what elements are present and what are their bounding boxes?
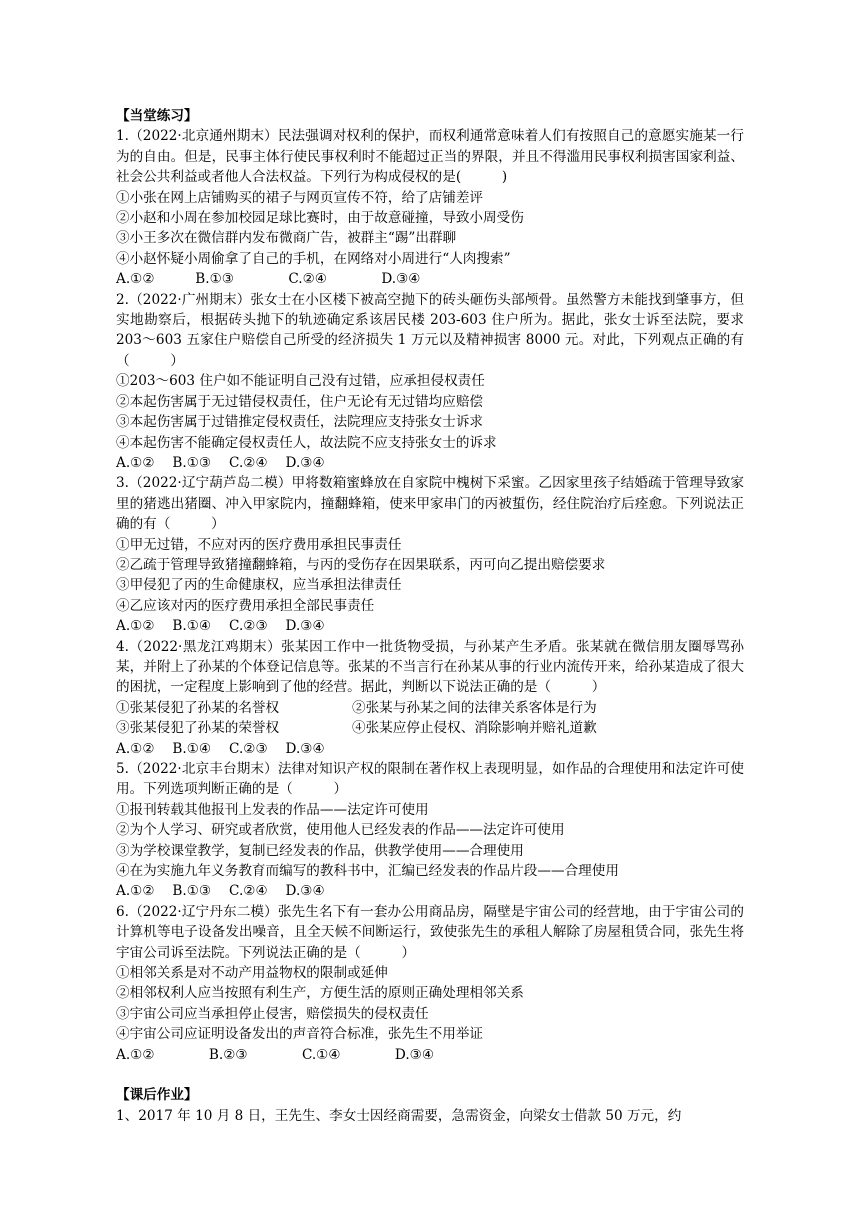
question-stem: 4.（2022·黑龙江鸡期末）张某因工作中一批货物受损，与孙某产生矛盾。张某就在微信朋友圈辱骂孙某，并附上了孙某的个体登记信息等。张某的不当言行在孙某从事的行业内流传开来，给孙某造成了很大的困扰，一定程度上影响到了他的经营。据此，判断以下说法正确的是（ ） <box>116 638 744 696</box>
option: ④小赵怀疑小周偷拿了自己的手机，在网络对小周进行“人肉搜索” <box>116 250 511 267</box>
option: ④本起伤害不能确定侵权责任人，故法院不应支持张女士的诉求 <box>116 434 497 451</box>
option-row <box>116 718 744 738</box>
option: ①报刊转载其他报刊上发表的作品——法定许可使用 <box>116 801 429 818</box>
section-title-homework: 【课后作业】 <box>116 1087 198 1104</box>
option: ①张某侵犯了孙某的名誉权 <box>116 699 280 716</box>
option-row <box>116 698 744 718</box>
option: ①小张在网上店铺购买的裙子与网页宣传不符，给了店铺差评 <box>116 189 484 206</box>
answer-choices: A.①② B.①④ C.②③ D.③④ <box>116 618 325 635</box>
question-stem: 5.（2022·北京丰台期末）法律对知识产权的限制在著作权上表现明显，如作品的合理使用和法定许可使用。下列选项判断正确的是（ ） <box>116 761 744 798</box>
answer-choices: A.①② B.①③ C.②④ D.③④ <box>116 454 325 471</box>
section-title-practice: 【当堂练习】 <box>116 108 198 124</box>
option: ②乙疏于管理导致猪撞翻蜂箱，与丙的受伤存在因果联系，丙可向乙提出赔偿要求 <box>116 556 606 573</box>
option: ③为学校课堂教学，复制已经发表的作品，供教学使用——合理使用 <box>116 842 524 859</box>
question-stem: 6.（2022·辽宁丹东二模）张先生名下有一套办公用商品房，隔壁是宇宙公司的经营地，由于宇宙公司的计算机等电子设备发出噪音，且全天候不间断运行，致使张先生的承租人解除了房屋租赁合同，张先生将宇宙公司诉至法院。下列说法正确的是（ ） <box>116 903 744 961</box>
option: ①203～603 住户如不能证明自己没有过错，应承担侵权责任 <box>116 373 485 390</box>
option: ③本起伤害属于过错推定侵权责任，法院理应支持张女士诉求 <box>116 414 484 431</box>
answer-choices: A.①② B.①④ C.②③ D.③④ <box>116 740 325 757</box>
question-5 <box>116 759 744 902</box>
option: ①甲无过错，不应对丙的医疗费用承担民事责任 <box>116 536 402 553</box>
document-page <box>116 106 744 1126</box>
option: ③小王多次在微信群内发布微商广告，被群主“踢”出群聊 <box>116 230 457 247</box>
answer-choices: A.①② B.①③ C.②④ D.③④ <box>116 883 325 900</box>
option: ④张某应停止侵权、消除影响并赔礼道歉 <box>352 720 597 737</box>
question-3 <box>116 473 744 636</box>
option: ③张某侵犯了孙某的荣誉权 <box>116 720 280 737</box>
question-1 <box>116 126 744 289</box>
option: ③宇宙公司应当承担停止侵害，赔偿损失的侵权责任 <box>116 1005 429 1022</box>
option: ③甲侵犯了丙的生命健康权，应当承担法律责任 <box>116 577 402 594</box>
question-stem: 2.（2022·广州期末）张女士在小区楼下被高空抛下的砖头砸伤头部颅骨。虽然警方未能找到肇事方，但实地勘察后，根据砖头抛下的轨迹确定系该居民楼 203-603 住户所为。据此，张女士诉至法院，要求 203～603 五家住户赔偿自己所受的经济损失 1 万元以及精神损害 8000 元。对此，下列观点正确的有（ ） <box>116 291 744 369</box>
question-4 <box>116 637 744 759</box>
answer-choices: A.①② B.②③ C.①④ D.③④ <box>116 1046 435 1063</box>
question-stem: 1.（2022·北京通州期末）民法强调对权利的保护，而权利通常意味着人们有按照自己的意愿实施某一行为的自由。但是，民事主体行使民事权利时不能超过正当的界限，并且不得滥用民事权利损害国家利益、社会公共利益或者他人合法权益。下列行为构成侵权的是( ) <box>116 128 744 186</box>
section-spacer <box>116 1065 744 1085</box>
option: ②张某与孙某之间的法律关系客体是行为 <box>352 699 597 716</box>
question-2 <box>116 290 744 474</box>
option: ②相邻权利人应当按照有利生产，方便生活的原则正确处理相邻关系 <box>116 985 524 1002</box>
homework-question: 1、2017 年 10 月 8 日，王先生、李女士因经商需要，急需资金，向梁女士借款 50 万元，约 <box>116 1107 682 1124</box>
answer-choices: A.①② B.①③ C.②④ D.③④ <box>116 271 421 288</box>
option: ②小赵和小周在参加校园足球比赛时，由于故意碰撞，导致小周受伤 <box>116 210 524 227</box>
option: ②为个人学习、研究或者欣赏，使用他人已经发表的作品——法定许可使用 <box>116 822 565 839</box>
question-stem: 3.（2022·辽宁葫芦岛二模）甲将数箱蜜蜂放在自家院中槐树下采蜜。乙因家里孩子结婚疏于管理导致家里的猪逃出猪圈、冲入甲家院内，撞翻蜂箱，使来甲家串门的丙被蜇伤，经住院治疗后痊愈。下列说法正确的有（ ） <box>116 475 744 533</box>
option: ④在为实施九年义务教育而编写的教科书中，汇编已经发表的作品片段——合理使用 <box>116 863 619 880</box>
question-6 <box>116 902 744 1065</box>
option: ④乙应该对丙的医疗费用承担全部民事责任 <box>116 597 375 614</box>
option: ①相邻关系是对不动产用益物权的限制或延伸 <box>116 965 388 982</box>
option: ④宇宙公司应证明设备发出的声音符合标准，张先生不用举证 <box>116 1026 484 1043</box>
option: ②本起伤害属于无过错侵权责任，住户无论有无过错均应赔偿 <box>116 393 484 410</box>
